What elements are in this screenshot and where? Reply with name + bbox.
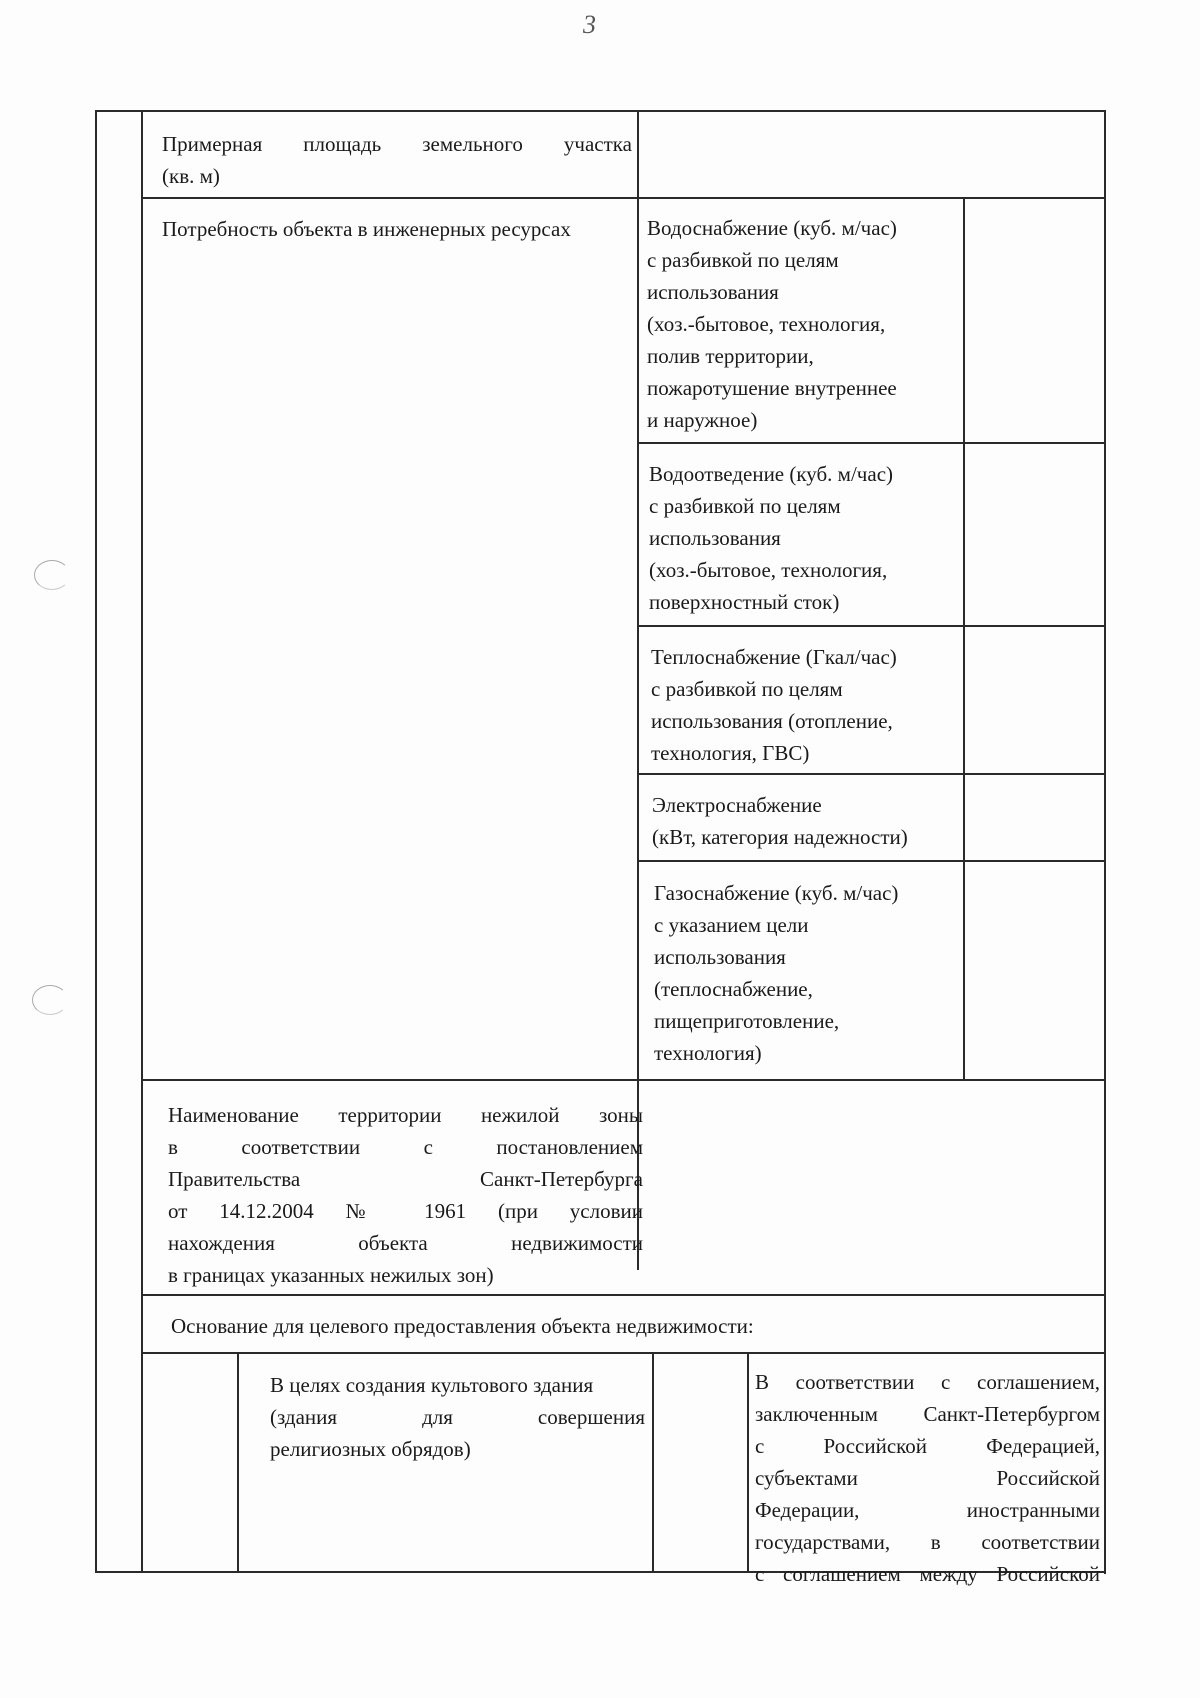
punch-hole (34, 560, 70, 590)
gas-supply-label: Газоснабжение (куб. м/час) с указанием цели использования (теплоснабжение, пищеприготовление, технология) (654, 881, 899, 1065)
agreement-checkbox-cell[interactable] (655, 1355, 746, 1570)
cult-building-checkbox-cell[interactable] (145, 1355, 236, 1570)
non-residential-zone-label: Наименование территории нежилой зоны в соответствии с постановлением Правительства Санкт-Петербурга от 14.12.2004 № 1961 (при условии нахождения объекта недвижимости в границах указанных нежилых зон) (168, 1103, 643, 1287)
engineering-needs-label: Потребность объекта в инженерных ресурсах (162, 217, 571, 241)
heat-supply-value-cell[interactable] (966, 628, 1103, 772)
power-supply-label: Электроснабжение (кВт, категория надежности) (652, 793, 908, 849)
water-supply-value-cell[interactable] (966, 200, 1103, 441)
punch-hole (32, 985, 68, 1015)
area-label: Примерная площадь земельного участка (кв. м) (162, 132, 632, 188)
non-residential-zone-value-cell[interactable] (653, 1082, 1103, 1293)
water-supply-label: Водоснабжение (куб. м/час) с разбивкой по целям использования (хоз.-бытовое, технология, полив территории, пожаротушение внутреннее и наружное) (647, 216, 897, 432)
power-supply-value-cell[interactable] (966, 776, 1103, 859)
sewerage-value-cell[interactable] (966, 445, 1103, 624)
sewerage-label: Водоотведение (куб. м/час) с разбивкой по целям использования (хоз.-бытовое, технология, поверхностный сток) (649, 462, 894, 614)
cult-building-label: В целях создания культового здания (здания для совершения религиозных обрядов) (270, 1373, 645, 1461)
heat-supply-label: Теплоснабжение (Гкал/час) с разбивкой по целям использования (отопление, технология, ГВС) (651, 645, 897, 765)
area-value-cell[interactable] (640, 113, 1103, 196)
agreement-label: В соответствии с соглашением, заключенным Санкт-Петербургом с Российской Федерацией, субъектами Российской Федерации, иностранными государствами, в соответствии с соглашением между Российской (755, 1370, 1100, 1586)
gas-supply-value-cell[interactable] (966, 863, 1103, 1078)
page-number: 3 (583, 10, 596, 39)
basis-label: Основание для целевого предоставления объекта недвижимости: (171, 1314, 754, 1338)
